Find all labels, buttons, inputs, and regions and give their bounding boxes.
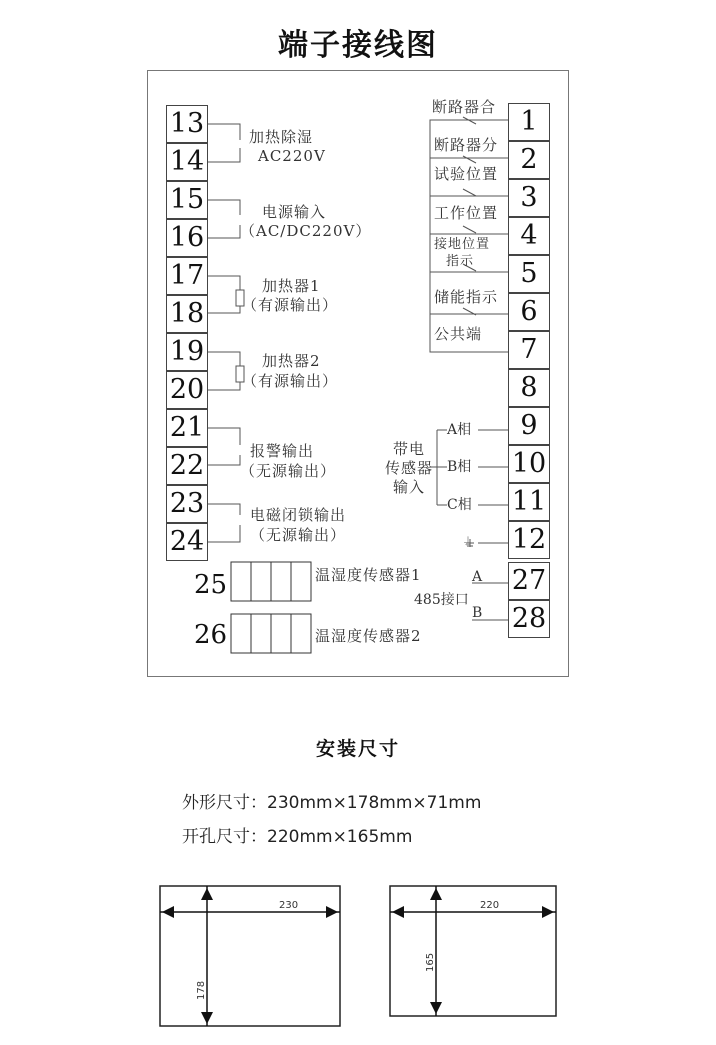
- terminal-17: 17: [166, 257, 208, 295]
- terminal-20: 20: [166, 371, 208, 409]
- terminal-22: 22: [166, 447, 208, 485]
- label-power-input: 电源输入: [262, 203, 327, 221]
- terminal-15: 15: [166, 181, 208, 219]
- label-common: 公共端: [434, 325, 483, 343]
- terminal-7: 7: [508, 331, 550, 369]
- label-phase-b: B相: [447, 459, 472, 475]
- label-heater-2-type: （有源输出）: [242, 372, 339, 390]
- outer-dimensions: 外形尺寸：230mm×178mm×71mm: [182, 793, 482, 813]
- ground-icon: ⏚: [462, 535, 475, 549]
- label-test-position: 试验位置: [434, 165, 499, 183]
- terminal-8: 8: [508, 369, 550, 407]
- label-ground-position: 接地位置: [434, 237, 491, 252]
- terminal-5: 5: [508, 255, 550, 293]
- label-power-input-voltage: （AC/DC220V）: [240, 222, 372, 240]
- terminal-12: 12: [508, 521, 550, 559]
- label-phase-c: C相: [447, 497, 472, 513]
- install-heading: 安装尺寸: [315, 738, 400, 760]
- terminal-27: 27: [508, 562, 550, 600]
- dim2-width-label: 220: [480, 900, 500, 911]
- label-485-interface: 485接口: [414, 592, 469, 608]
- label-heater-1-type: （有源输出）: [242, 296, 339, 314]
- terminal-16: 16: [166, 219, 208, 257]
- terminal-11: 11: [508, 483, 550, 521]
- label-heater-1: 加热器1: [262, 277, 321, 295]
- terminal-10: 10: [508, 445, 550, 483]
- label-breaker-open: 断路器分: [434, 136, 499, 154]
- terminal-1: 1: [508, 103, 550, 141]
- dim1-height-label: 178: [196, 980, 207, 1000]
- terminal-28: 28: [508, 600, 550, 638]
- label-live-sensor-2: 传感器: [385, 459, 434, 477]
- label-alarm-output-type: （无源输出）: [240, 462, 337, 480]
- dim1-width-label: 230: [279, 900, 299, 911]
- cutout-dimensions: 开孔尺寸：220mm×165mm: [182, 827, 413, 847]
- terminal-24: 24: [166, 523, 208, 561]
- terminal-6: 6: [508, 293, 550, 331]
- terminal-23: 23: [166, 485, 208, 523]
- label-485-a: A: [472, 569, 484, 585]
- terminal-2: 2: [508, 141, 550, 179]
- label-live-sensor-1: 带电: [393, 440, 426, 458]
- terminal-19: 19: [166, 333, 208, 371]
- sensor-25-number: 25: [194, 570, 228, 600]
- label-alarm-output: 报警输出: [250, 442, 315, 460]
- label-energy-storage: 储能指示: [434, 288, 499, 306]
- label-em-lock-output-type: （无源输出）: [250, 526, 347, 544]
- terminal-4: 4: [508, 217, 550, 255]
- label-em-lock-output: 电磁闭锁输出: [250, 506, 347, 524]
- terminal-9: 9: [508, 407, 550, 445]
- label-breaker-closed: 断路器合: [432, 98, 497, 116]
- sensor-25-connector: [230, 561, 314, 603]
- label-485-b: B: [472, 605, 484, 621]
- terminal-3: 3: [508, 179, 550, 217]
- sensor-26-connector: [230, 613, 314, 655]
- sensor-25-label: 温湿度传感器1: [315, 566, 422, 584]
- label-heater-2: 加热器2: [262, 352, 321, 370]
- label-heating-dehumidify-voltage: AC220V: [258, 147, 326, 165]
- terminal-18: 18: [166, 295, 208, 333]
- label-ground-position-indicator: 指示: [446, 254, 475, 269]
- label-live-sensor-3: 输入: [393, 478, 426, 496]
- terminal-14: 14: [166, 143, 208, 181]
- dim2-height-label: 165: [425, 952, 436, 972]
- label-heating-dehumidify: 加热除湿: [249, 128, 314, 146]
- label-phase-a: A相: [447, 422, 472, 438]
- terminal-21: 21: [166, 409, 208, 447]
- label-work-position: 工作位置: [434, 204, 499, 222]
- terminal-13: 13: [166, 105, 208, 143]
- sensor-26-number: 26: [194, 620, 228, 650]
- sensor-26-label: 温湿度传感器2: [315, 627, 422, 645]
- page-title: 端子接线图: [278, 28, 438, 63]
